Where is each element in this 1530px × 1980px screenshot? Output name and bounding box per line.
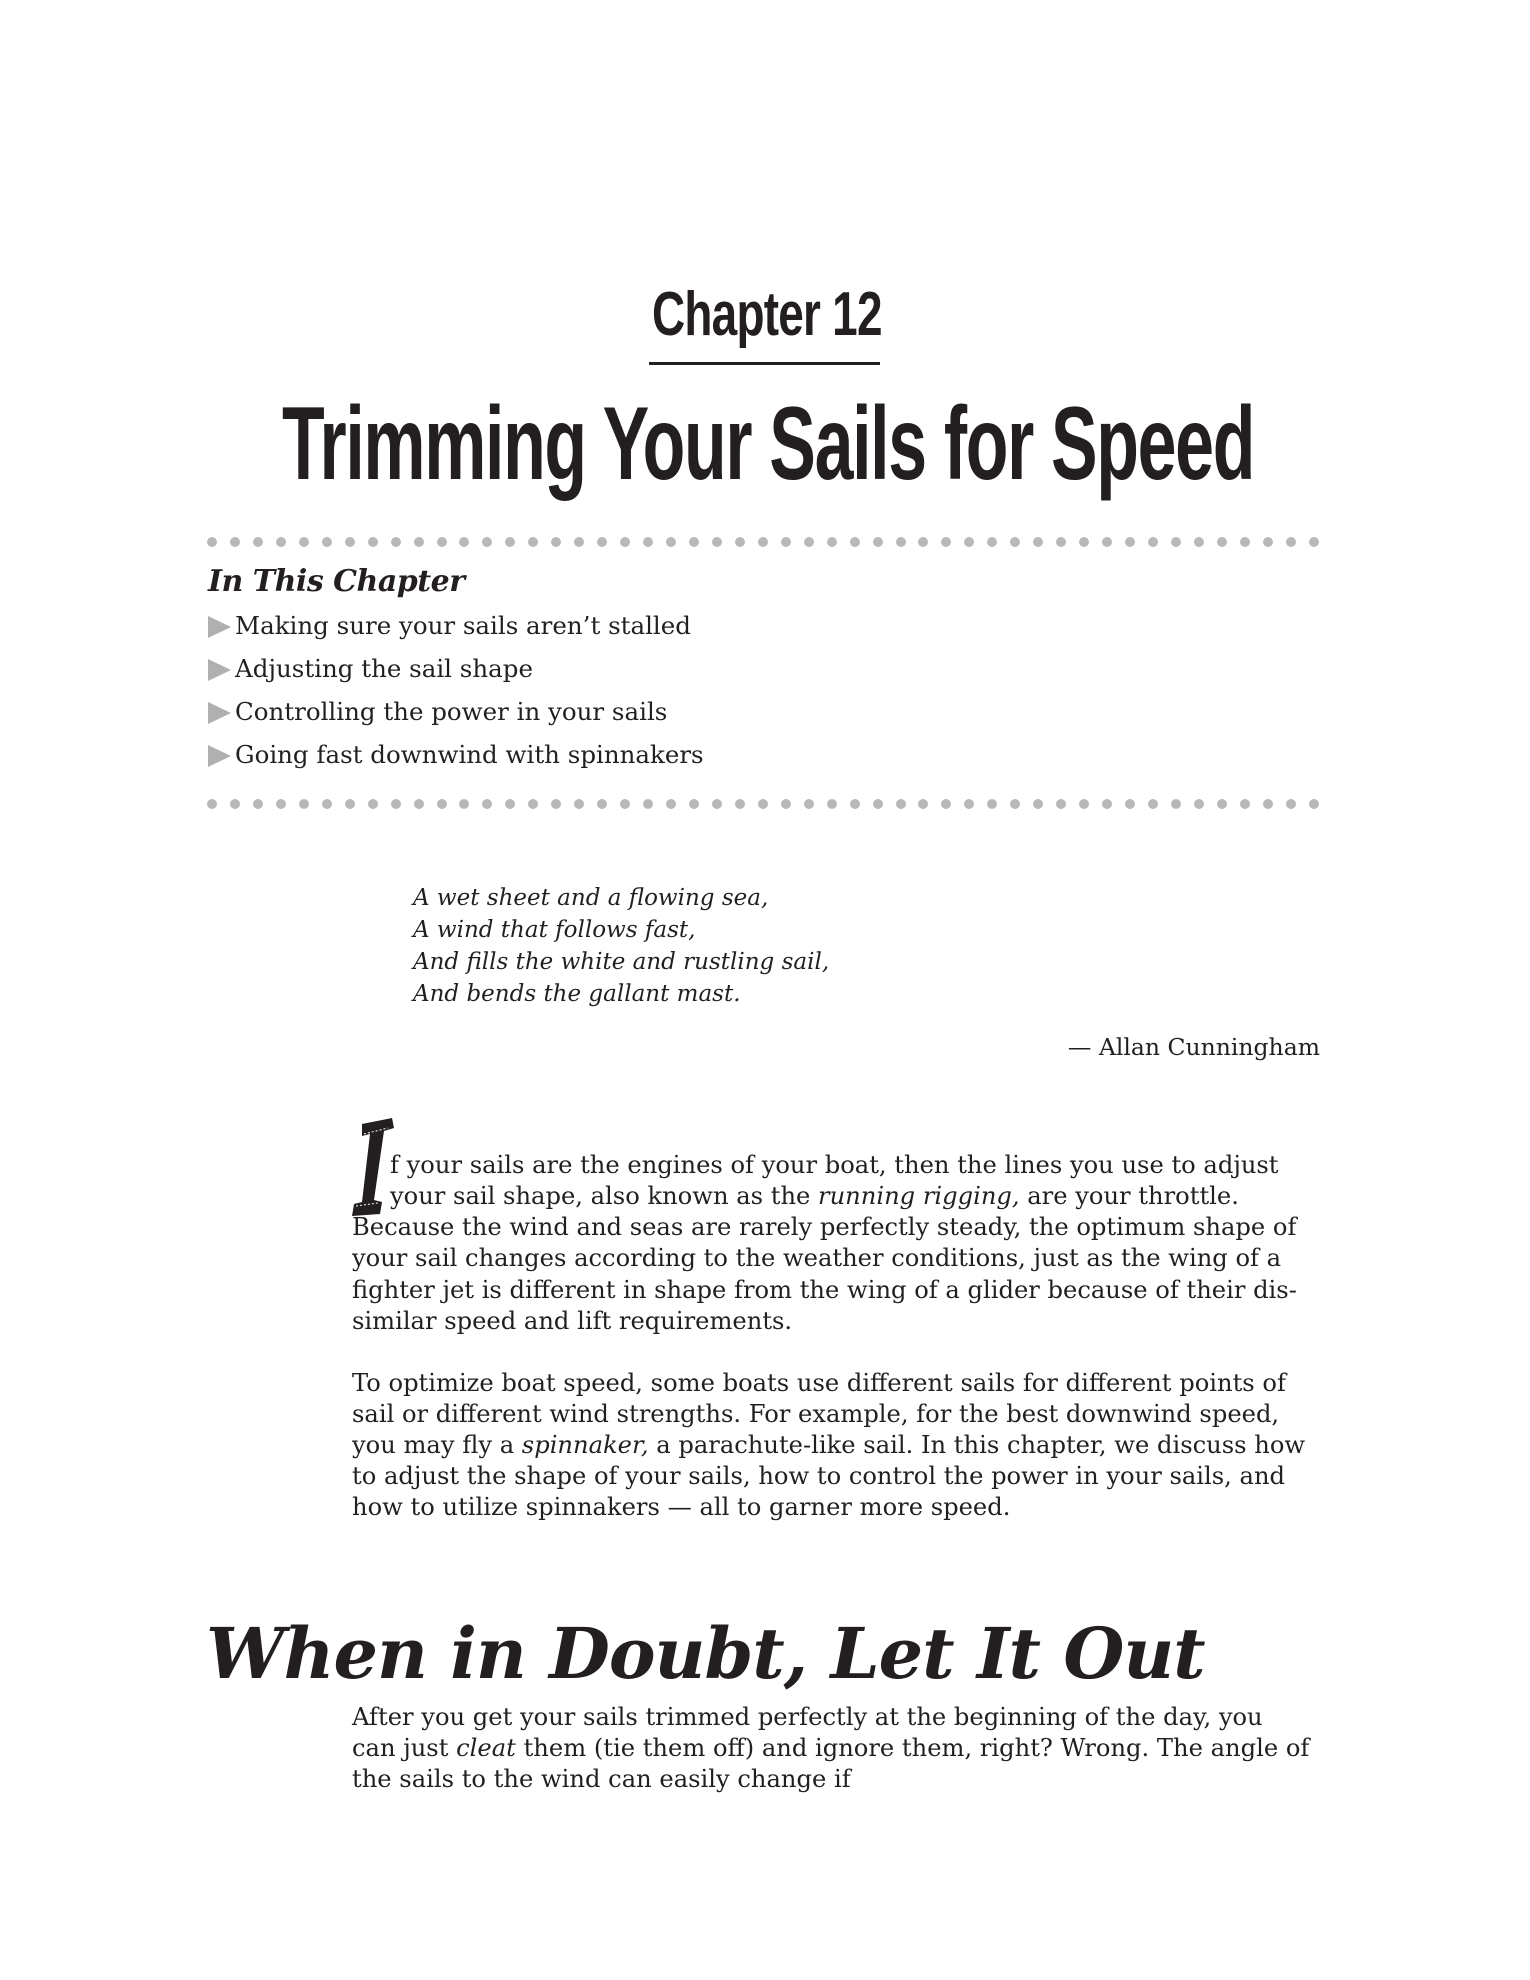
divider-dot [987,799,997,809]
divider-dot [322,537,332,547]
divider-dot [414,799,424,809]
drop-cap-letter [352,1118,394,1216]
body-text-line: can just cleat them (tie them off) and ignore them, right? Wrong. The angle of [352,1734,1310,1762]
epigraph-line: A wet sheet and a flowing sea, [413,885,769,911]
divider-dot [1033,537,1043,547]
body-text-line: how to utilize spinnakers — all to garner more speed. [352,1493,1011,1521]
divider-dot [758,537,768,547]
body-text-line: sail or different wind strengths. For example, for the best downwind speed, [352,1400,1280,1428]
chapter-topic-text: Going fast downwind with spinnakers [235,740,704,769]
divider-dot [482,799,492,809]
divider-dot [322,799,332,809]
divider-dot [459,799,469,809]
body-text-line: to adjust the shape of your sails, how to control the power in your sails, and [352,1462,1286,1490]
divider-dot [1079,537,1089,547]
divider-dot [1240,799,1250,809]
divider-dot [620,799,630,809]
divider-dot [1125,799,1135,809]
divider-dot [1240,537,1250,547]
epigraph-line: And fills the white and rustling sail, [413,949,830,975]
divider-dot [597,537,607,547]
divider-dot [253,799,263,809]
chapter-topic-text: Making sure your sails aren’t stalled [235,611,691,640]
body-text-line: similar speed and lift requirements. [352,1307,793,1335]
divider-dot [230,537,240,547]
divider-dot [781,799,791,809]
divider-dot [1010,537,1020,547]
divider-dot [689,537,699,547]
body-text-line: your sail shape, also known as the running rigging, are your throttle. [390,1182,1239,1210]
emphasis-term: cleat [456,1734,516,1762]
bullet-triangle-icon [208,702,231,724]
divider-dot [896,799,906,809]
divider-dot [987,537,997,547]
divider-dot [941,537,951,547]
divider-dot [666,537,676,547]
divider-dot [758,799,768,809]
chapter-topic-text: Adjusting the sail shape [235,654,533,683]
divider-dot [551,799,561,809]
in-this-chapter-heading: In This Chapter [208,564,465,599]
divider-dot [437,537,447,547]
divider-dot [1286,799,1296,809]
section-heading: When in Doubt, Let It Out [206,1612,1205,1695]
divider-dot [964,537,974,547]
divider-dot [643,537,653,547]
divider-dot [414,537,424,547]
divider-dot [712,799,722,809]
divider-dot [850,537,860,547]
divider-dot [276,537,286,547]
divider-dot [1194,537,1204,547]
divider-dot [551,537,561,547]
divider-dot [804,799,814,809]
divider-dot [1148,799,1158,809]
divider-dot [941,799,951,809]
divider-dot [643,799,653,809]
divider-dot [781,537,791,547]
chapter-number: Chapter 12 [652,280,882,349]
body-text-line: Because the wind and seas are rarely perfectly steady, the optimum shape of [352,1213,1297,1241]
divider-dot [299,537,309,547]
divider-dot [230,799,240,809]
divider-dot [1263,537,1273,547]
divider-dot [597,799,607,809]
divider-dot [827,799,837,809]
divider-dot [1056,537,1066,547]
divider-dot [964,799,974,809]
body-text-line: fighter jet is different in shape from the wing of a glider because of their dis- [352,1276,1297,1304]
epigraph-line: A wind that follows fast, [413,917,696,943]
divider-dot [1194,799,1204,809]
drop-cap-i-glyph [352,1118,394,1216]
divider-dot [207,799,217,809]
divider-dot [1079,799,1089,809]
divider-dot [1033,799,1043,809]
divider-dot [345,537,355,547]
divider-dot [345,799,355,809]
divider-dot [873,799,883,809]
divider-dot [482,537,492,547]
emphasis-term: running rigging, [818,1182,1020,1210]
divider-dot [735,799,745,809]
divider-dot [873,537,883,547]
divider-dot [459,537,469,547]
divider-dot [804,537,814,547]
divider-dot [1217,799,1227,809]
divider-dot [437,799,447,809]
bullet-triangle-icon [208,659,231,681]
emphasis-term: spinnaker, [521,1431,649,1459]
divider-dot [505,537,515,547]
divider-dot [1309,799,1319,809]
divider-dot [620,537,630,547]
dotted-divider-top [207,537,1321,547]
divider-dot [1217,537,1227,547]
body-text-line: After you get your sails trimmed perfectly at the beginning of the day, you [352,1703,1263,1731]
divider-dot [1056,799,1066,809]
divider-dot [276,799,286,809]
divider-dot [299,799,309,809]
divider-dot [207,537,217,547]
divider-dot [1263,799,1273,809]
divider-dot [574,799,584,809]
bullet-triangle-icon [208,745,231,767]
divider-dot [368,537,378,547]
divider-dot [1171,537,1181,547]
divider-dot [735,537,745,547]
divider-dot [253,537,263,547]
body-text-line: the sails to the wind can easily change if [352,1765,851,1793]
body-text-line: f your sails are the engines of your boat, then the lines you use to adjust [390,1151,1279,1179]
divider-dot [850,799,860,809]
divider-dot [1171,799,1181,809]
body-text-line: To optimize boat speed, some boats use different sails for different points of [352,1369,1286,1397]
body-text-line: you may fly a spinnaker, a parachute-like sail. In this chapter, we discuss how [352,1431,1306,1459]
divider-dot [505,799,515,809]
divider-dot [391,537,401,547]
divider-dot [827,537,837,547]
divider-dot [391,799,401,809]
chapter-topic-text: Controlling the power in your sails [235,697,668,726]
divider-dot [1010,799,1020,809]
divider-dot [689,799,699,809]
bullet-triangle-icon [208,616,231,638]
divider-dot [1286,537,1296,547]
divider-dot [1102,799,1112,809]
divider-dot [574,537,584,547]
divider-dot [1148,537,1158,547]
divider-dot [918,537,928,547]
divider-dot [666,799,676,809]
body-text-line: your sail changes according to the weather conditions, just as the wing of a [352,1244,1282,1272]
chapter-title: Trimming Your Sails for Speed [282,386,1255,502]
divider-dot [368,799,378,809]
divider-dot [1102,537,1112,547]
divider-dot [1125,537,1135,547]
divider-dot [1309,537,1319,547]
divider-dot [528,799,538,809]
divider-dot [896,537,906,547]
divider-dot [712,537,722,547]
divider-dot [918,799,928,809]
divider-dot [528,537,538,547]
epigraph-line: And bends the gallant mast. [413,981,741,1007]
epigraph-attribution: — Allan Cunningham [1067,1033,1320,1061]
chapter-number-underline [649,362,880,365]
dotted-divider-bottom [207,799,1321,809]
